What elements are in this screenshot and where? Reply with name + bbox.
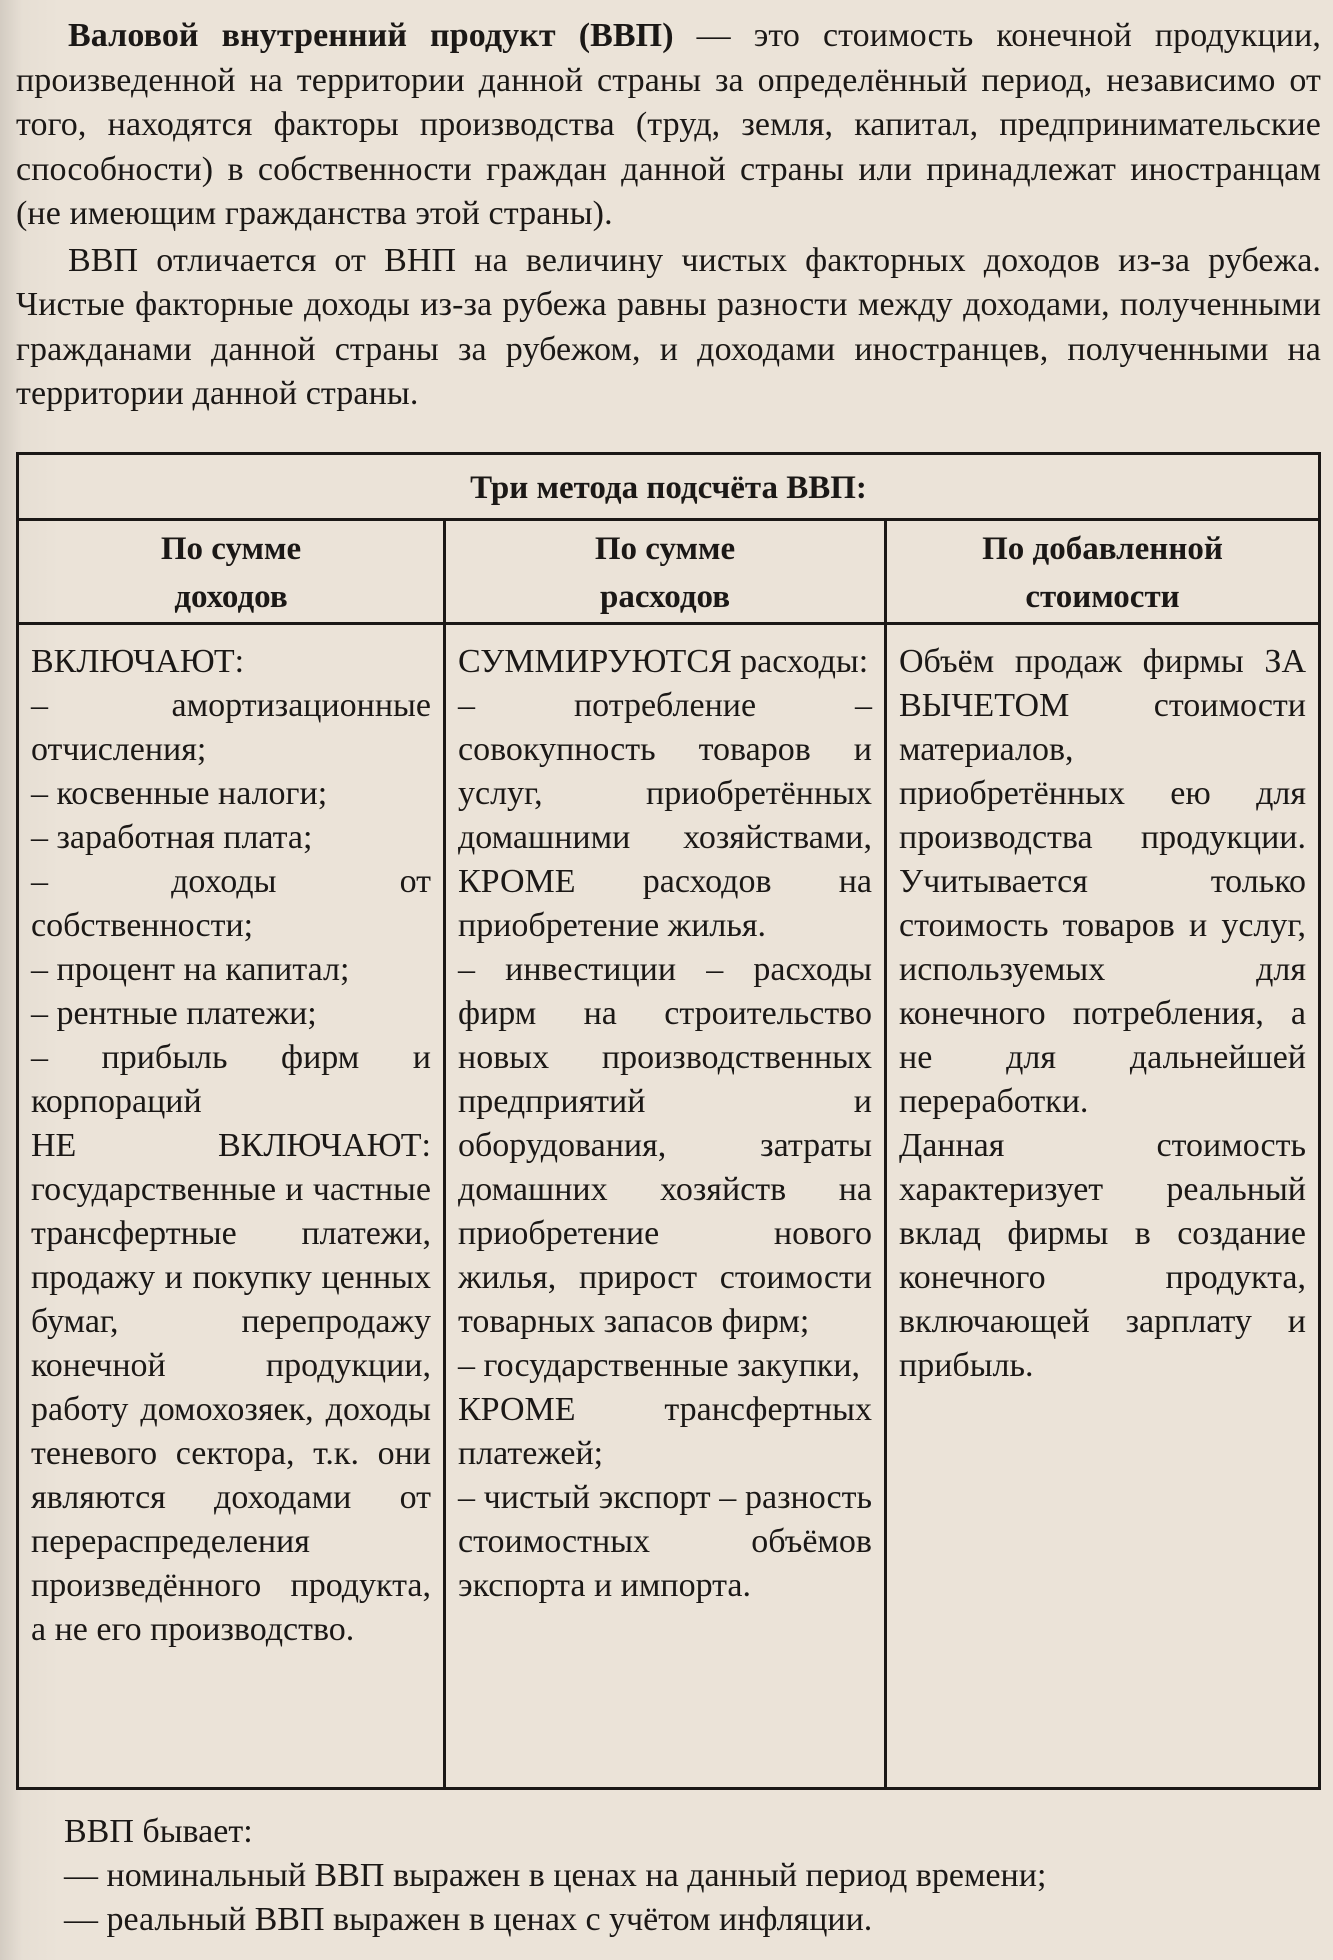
table-body-row: [19, 625, 1318, 1787]
gdp-gnp-difference-paragraph: ВВП отличается от ВНП на величину чистых факторных доходов из-за рубежа. Чистые факторные доходы из-за рубежа равны разности между доходами, полученными гражданами данной страны за рубежом, и доходами иностранцев, полученными на территории данной страны.: [16, 241, 1321, 412]
value-added-method-cell: Объём продаж фирмы ЗА ВЫЧЕТОМ стоимости материалов, приобретённых ею для производства продукции. Учитывается только стоимость товаров и услуг, используемых для конечного потребления, а не для дальнейшей переработки. Данная стоимость характеризует реальный вклад фирмы в создание конечного продукта, включающей зарплату и прибыль.: [899, 642, 1306, 1384]
header-income-label: По сумме доходов: [160, 531, 302, 615]
header-expenditure-label: По сумме расходов: [594, 531, 736, 615]
gdp-types-lead: ВВП бывает:: [64, 1812, 253, 1850]
table-header-row: [19, 521, 1318, 625]
gdp-definition-paragraph: [16, 14, 1321, 237]
expenditure-method-cell: СУММИРУЮТСЯ расходы: – потребление – совокупность товаров и услуг, приобретённых домашними хозяйствами, КРОМЕ расходов на приобретение жилья. – инвестиции – расходы фирм на строительство новых производственных предприятий и оборудования, затраты домашних хозяйств на приобретение нового жилья, прирост стоимости товарных запасов фирм; – государственные закупки, КРОМЕ трансфертных платежей; – чистый экспорт – разность стоимостных объёмов экспорта и импорта.: [446, 625, 887, 1787]
header-income-method: [19, 521, 446, 622]
table-caption: Три метода подсчёта ВВП:: [19, 455, 1318, 521]
gdp-methods-table: [16, 452, 1321, 1790]
gdp-type-nominal: — номинальный ВВП выражен в ценах на данный период времени;: [64, 1856, 1047, 1894]
income-method-cell: ВКЛЮЧАЮТ: – амортизационные отчисления; – косвенные налоги; – заработная плата; – доходы от собственности; – процент на капитал; – рентные платежи; – прибыль фирм и корпораций НЕ ВКЛЮЧАЮТ: государственные и частные трансфертные платежи, продажу и покупку ценных бумаг, перепродажу конечной продукции, работу домохозяек, доходы теневого сектора, т.к. они являются доходами от перераспределения произведённого продукта, а не его производство.: [19, 625, 446, 1787]
header-value-added-method: [887, 521, 1318, 622]
header-expenditure-method: [446, 521, 887, 622]
gdp-types-section: [16, 1810, 1321, 1942]
header-value-added-label: По добавленной стоимости: [982, 531, 1223, 615]
gdp-type-real: — реальный ВВП выражен в ценах с учётом инфляции.: [64, 1900, 873, 1938]
gdp-term: Валовой внутренний продукт (ВВП): [68, 17, 674, 54]
gdp-definition-text: — это стоимость конечной продукции, произведенной на территории данной страны за определённый период, независимо от того, находятся факторы производства (труд, земля, капитал, предпринимательские способности) в собственности граждан данной страны или принадлежат иностранцам (не имеющим гражданства этой страны).: [16, 17, 1321, 232]
